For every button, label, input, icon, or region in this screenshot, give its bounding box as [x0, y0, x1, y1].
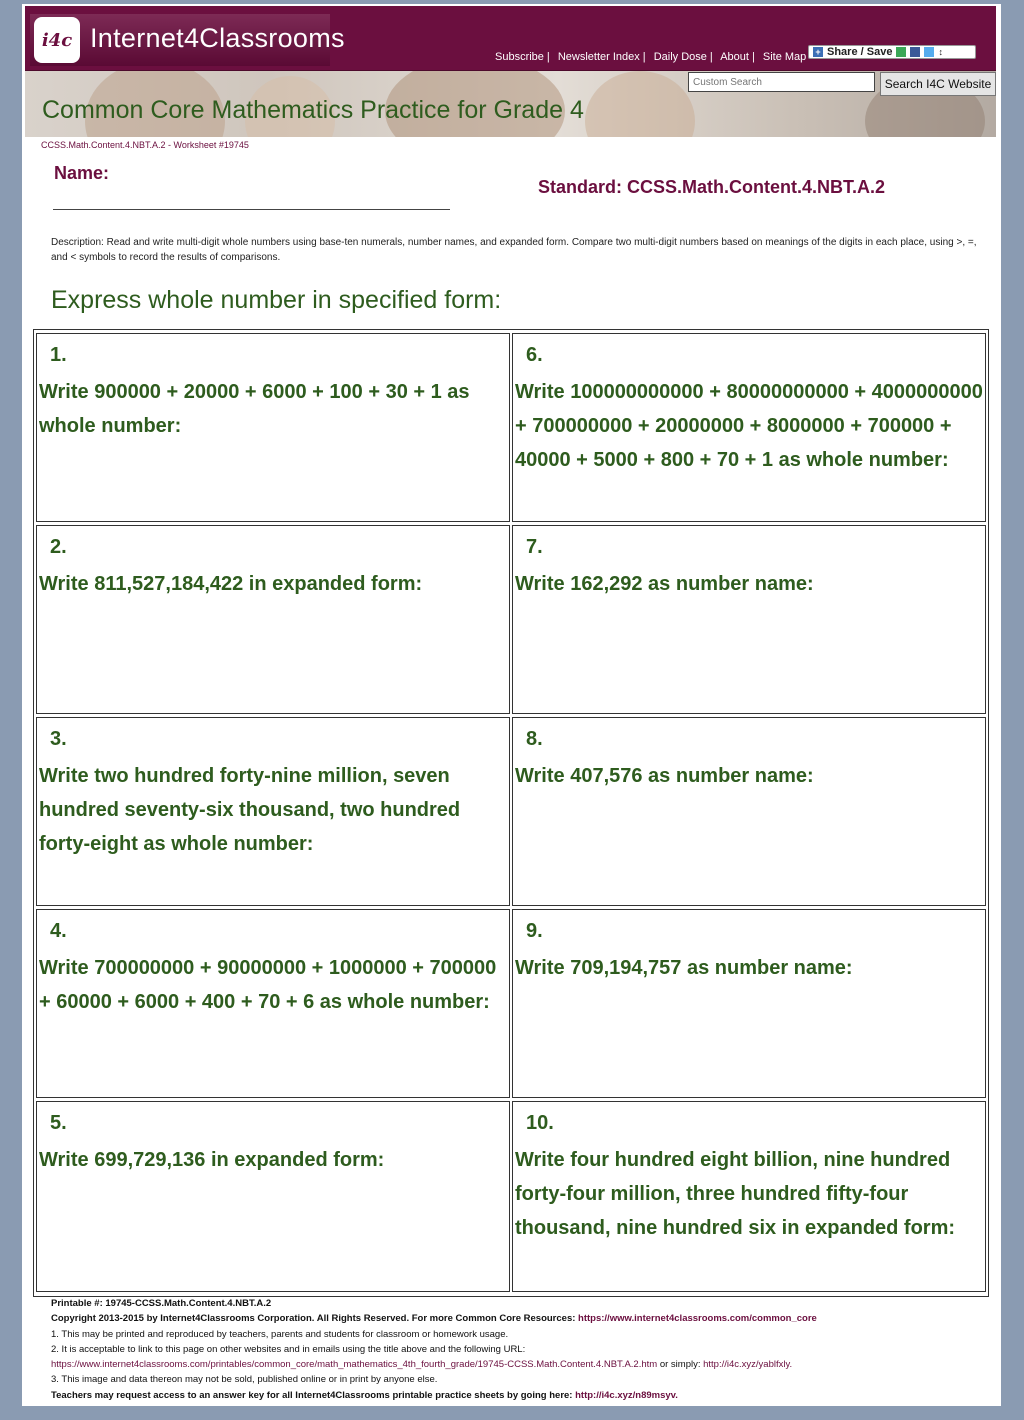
worksheet-id: CCSS.Math.Content.4.NBT.A.2 - Worksheet #19745: [41, 140, 249, 150]
usage-note-3: 3. This image and data thereon may not be sold, published online or in print by anyone else.: [51, 1374, 438, 1386]
logo-badge: i4c: [34, 17, 80, 63]
page-title: Common Core Mathematics Practice for Grade 4: [42, 96, 584, 124]
footer: [51, 1296, 993, 1403]
site-logo[interactable]: [30, 14, 345, 66]
problem-text: Write 162,292 as number name:: [515, 573, 814, 595]
answer-key-line: [51, 1388, 993, 1403]
problem-cell: [36, 717, 510, 906]
top-bar: [25, 6, 996, 71]
problem-text: Write 100000000000 + 80000000000 + 4000000000 + 700000000 + 20000000 + 8000000 + 700000 + 40000 + 5000 + 800 + 70 + 1 as whole number:: [515, 381, 983, 471]
problem-cell: [512, 333, 986, 522]
problem-text: Write two hundred forty-nine million, seven hundred seventy-six thousand, two hundred forty-eight as whole number:: [39, 765, 461, 855]
name-line: [53, 209, 450, 210]
twitter-icon: [924, 47, 934, 57]
problem-cell: [36, 525, 510, 714]
usage-note-1: 1. This may be printed and reproduced by teachers, parents and students for classroom or homework usage.: [51, 1328, 509, 1340]
nav-subscribe[interactable]: Subscribe: [495, 51, 544, 63]
problem-text: Write 699,729,136 in expanded form:: [39, 1149, 385, 1171]
problem-cell: [512, 525, 986, 714]
problem-cell: [36, 333, 510, 522]
problem-number: 8.: [526, 728, 543, 750]
search-input[interactable]: [688, 72, 875, 92]
share-plus-icon: +: [813, 47, 823, 57]
copyright-text: Copyright 2013-2015 by Internet4Classrooms Corporation. All Rights Reserved. For more Common Core Resources:: [51, 1313, 576, 1325]
short-url-link[interactable]: http://i4c.xyz/yablfxly.: [703, 1359, 793, 1371]
problem-number: 7.: [526, 536, 543, 558]
problem-number: 3.: [50, 728, 67, 750]
problem-number: 9.: [526, 920, 543, 942]
dropdown-arrows-icon: ↕: [938, 47, 943, 57]
problem-text: Write four hundred eight billion, nine hundred forty-four million, three hundred fifty-four thousand, nine hundred six in expanded form:: [515, 1149, 956, 1239]
email-share-icon: [896, 47, 906, 57]
copyright-line: [51, 1311, 993, 1326]
facebook-icon: [910, 47, 920, 57]
printable-number: Printable #: 19745-CCSS.Math.Content.4.NBT.A.2: [51, 1298, 272, 1309]
share-label: Share / Save: [827, 46, 893, 58]
share-save-button[interactable]: [808, 45, 976, 59]
problem-text: Write 407,576 as number name:: [515, 765, 814, 787]
problem-cell: [36, 909, 510, 1098]
top-nav: Subscribe | Newsletter Index | Daily Dose | About | Site Map: [495, 51, 807, 63]
name-label: Name:: [54, 163, 110, 183]
worksheet-url-link[interactable]: https://www.internet4classrooms.com/printables/common_core/math_mathematics_4th_fourth_grade/19745-CCSS.Math.Content.4.NBT.A.2.htm: [51, 1359, 658, 1371]
answer-key-text: Teachers may request access to an answer key for all Internet4Classrooms printable practice sheets by going here:: [51, 1389, 573, 1401]
problem-text: Write 709,194,757 as number name:: [515, 957, 853, 979]
or-simply-text: or simply:: [659, 1359, 701, 1371]
problem-grid: [33, 329, 989, 1297]
answer-key-link[interactable]: http://i4c.xyz/n89msyv.: [575, 1389, 678, 1401]
problem-text: Write 811,527,184,422 in expanded form:: [39, 573, 423, 595]
logo-text: Internet4Classrooms: [90, 23, 345, 53]
nav-about[interactable]: About: [720, 51, 749, 63]
description: Description: Read and write multi-digit whole numbers using base-ten numerals, number names, and expanded form. Compare two multi-digit numbers based on meanings of the digits in each place, using >, =, and < symbols to record the results of comparisons.: [51, 237, 977, 263]
problem-text: Write 700000000 + 90000000 + 1000000 + 700000 + 60000 + 6000 + 400 + 70 + 6 as whole number:: [39, 957, 497, 1013]
page: [22, 4, 1001, 1406]
usage-note-2: 2. It is acceptable to link to this page on other websites and in emails using the title above and the following URL:: [51, 1343, 526, 1355]
instruction: Express whole number in specified form:: [51, 286, 502, 314]
problem-number: 10.: [526, 1112, 554, 1134]
problem-number: 6.: [526, 344, 543, 366]
nav-site-map[interactable]: Site Map: [762, 51, 807, 63]
problem-number: 2.: [50, 536, 67, 558]
problem-number: 1.: [50, 344, 67, 366]
problem-number: 4.: [50, 920, 67, 942]
standard-label: Standard: CCSS.Math.Content.4.NBT.A.2: [538, 177, 886, 197]
problem-text: Write 900000 + 20000 + 6000 + 100 + 30 + 1 as whole number:: [39, 381, 470, 437]
problem-cell: [512, 717, 986, 906]
problem-number: 5.: [50, 1112, 67, 1134]
problem-cell: [36, 1101, 510, 1292]
common-core-link[interactable]: https://www.internet4classrooms.com/common_core: [578, 1313, 817, 1325]
search-button[interactable]: Search I4C Website: [880, 72, 996, 96]
problem-cell: [512, 1101, 986, 1292]
usage-note-2-links: [51, 1357, 993, 1372]
nav-newsletter-index[interactable]: Newsletter Index: [557, 51, 640, 63]
nav-daily-dose[interactable]: Daily Dose: [653, 51, 707, 63]
problem-cell: [512, 909, 986, 1098]
